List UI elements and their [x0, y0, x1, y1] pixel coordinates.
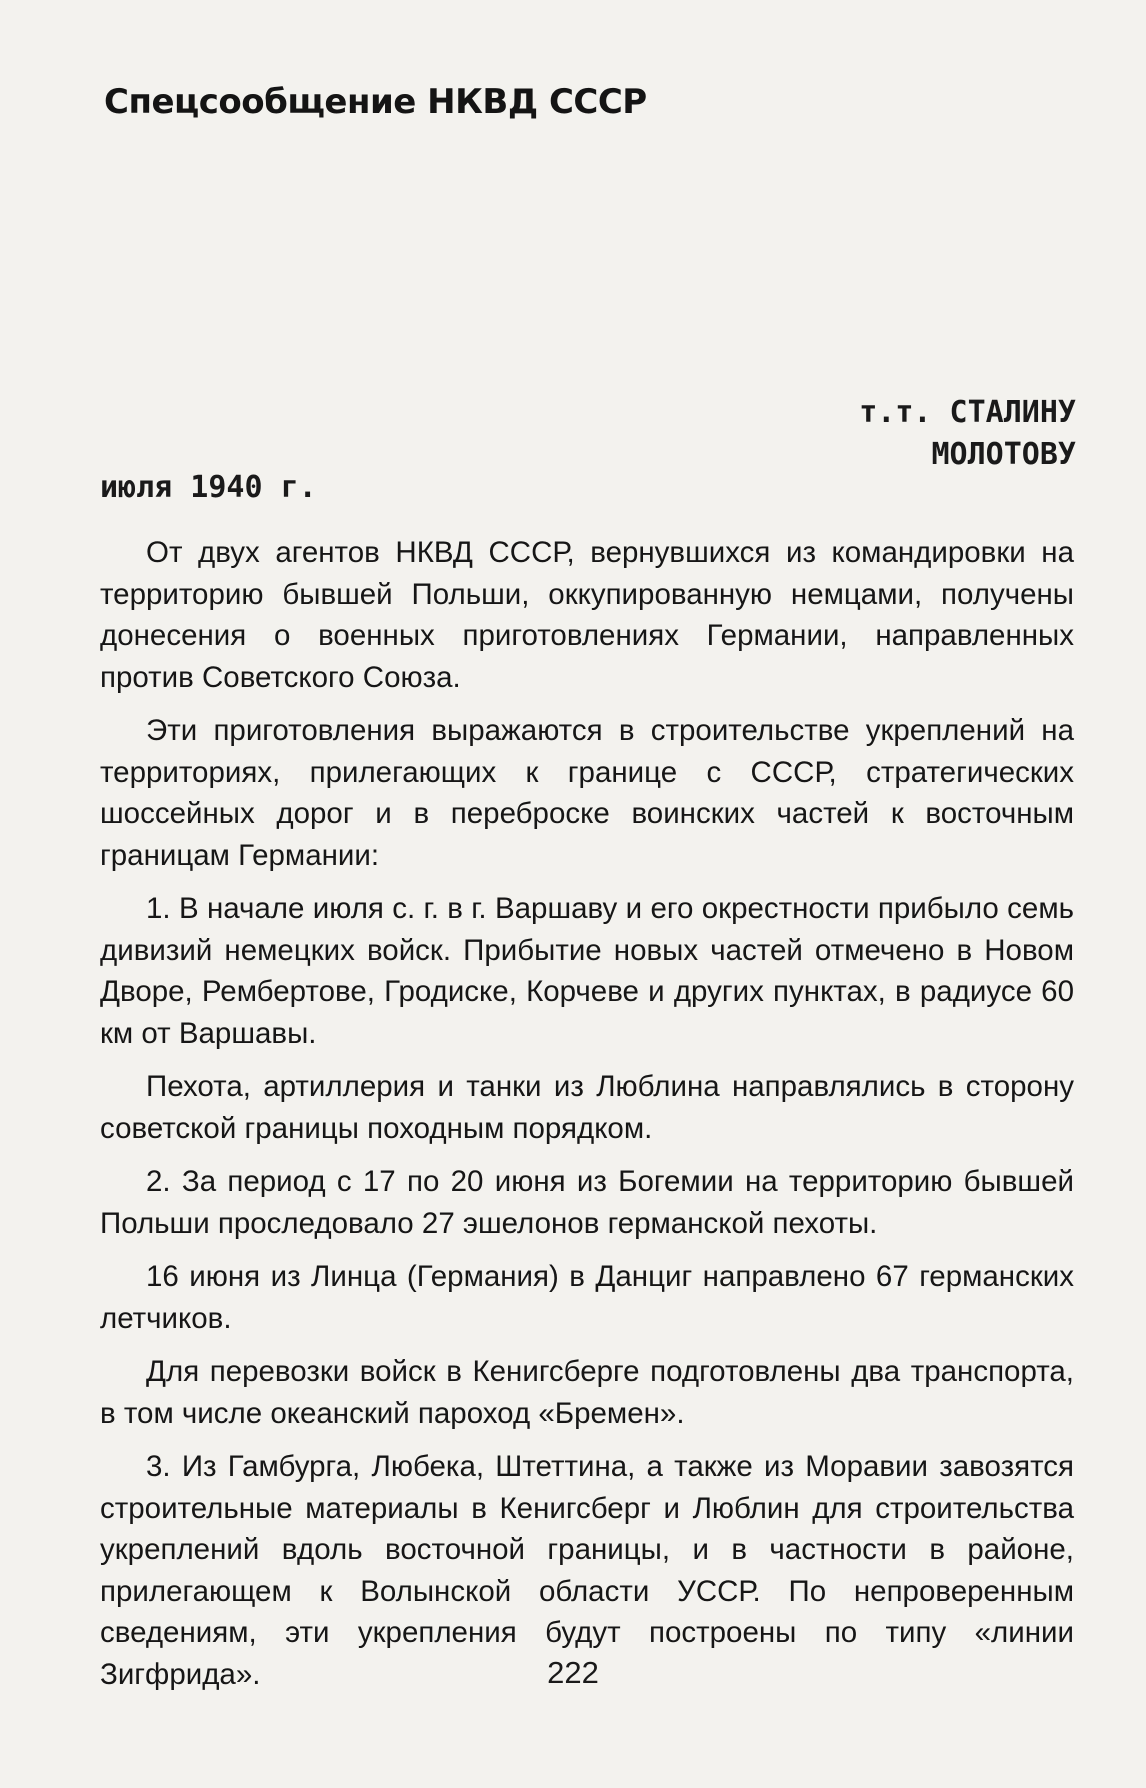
- paragraph: Для перевозки войск в Кенигсберге подготовлены два транспорта, в том числе океанский пароход «Бремен».: [100, 1355, 1074, 1430]
- recipient-line: МОЛОТОВУ: [931, 437, 1076, 472]
- paragraph: Эти приготовления выражаются в строительстве укреплений на территориях, прилегающих к границе с СССР, стратегических шоссейных дорог и в переброске воинских частей к восточным границам Германии:: [100, 714, 1074, 872]
- document-date: июля 1940 г.: [100, 470, 317, 505]
- paragraph: От двух агентов НКВД СССР, вернувшихся из командировки на территорию бывшей Польши, оккупированную немцами, получены донесения о военных приготовлениях Германии, направленных против Советского Союза.: [100, 536, 1074, 694]
- paragraph: 2. За период с 17 по 20 июня из Богемии на территорию бывшей Польши проследовало 27 эшелонов германской пехоты.: [100, 1165, 1074, 1240]
- paragraph: 3. Из Гамбурга, Любека, Штеттина, а также из Моравии завозятся строительные материалы в Кенигсберг и Люблин для строительства укреплений вдоль восточной границы, и в частности в районе, прилегающем к Волынской области УССР. По непроверенным сведениям, эти укрепления будут построены по типу «линии Зигфрида».: [100, 1450, 1074, 1691]
- paragraph: Пехота, артиллерия и танки из Люблина направлялись в сторону советской границы походным порядком.: [100, 1070, 1074, 1145]
- recipient-line: т.т. СТАЛИНУ: [859, 395, 1076, 430]
- recipients-block: [859, 392, 1076, 476]
- page-number: 222: [547, 1655, 599, 1690]
- document-body: [100, 532, 1074, 1707]
- paragraph: 16 июня из Линца (Германия) в Данциг направлено 67 германских летчиков.: [100, 1260, 1074, 1335]
- paragraph: 1. В начале июля с. г. в г. Варшаву и его окрестности прибыло семь дивизий немецких войск. Прибытие новых частей отмечено в Новом Дворе, Рембертове, Гродиске, Корчеве и других пунктах, в радиусе 60 км от Варшавы.: [100, 892, 1074, 1050]
- document-heading: Спецсообщение НКВД СССР: [104, 82, 647, 122]
